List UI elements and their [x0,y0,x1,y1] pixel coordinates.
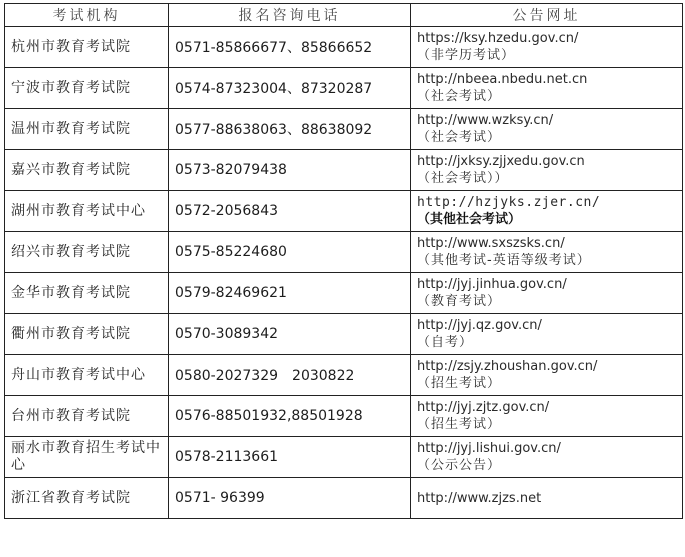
site-note: （教育考试） [417,294,502,309]
site-cell [411,68,683,109]
site-cell [411,232,683,273]
phone-number: 0580-2027329 2030822 [169,355,411,396]
site-note: （自考） [417,335,474,350]
table-row [5,478,683,519]
site-url[interactable]: http://nbeea.nbedu.net.cn [417,72,588,87]
org-name: 丽水市教育招生考试中心 [5,437,169,478]
org-name: 金华市教育考试院 [5,273,169,314]
site-cell [411,109,683,150]
table-row [5,273,683,314]
table-row [5,68,683,109]
org-name: 台州市教育考试院 [5,396,169,437]
phone-number: 0571-85866677、85866652 [169,27,411,68]
phone-number: 0575-85224680 [169,232,411,273]
site-note: （招生考试） [417,376,502,391]
phone-number: 0571- 96399 [169,478,411,519]
table-row [5,355,683,396]
site-url[interactable]: http://www.sxszsks.cn/ [417,236,565,251]
site-url[interactable]: http://jyj.zjtz.gov.cn/ [417,400,550,415]
org-name: 嘉兴市教育考试院 [5,150,169,191]
site-cell [411,478,683,519]
org-name: 舟山市教育考试中心 [5,355,169,396]
phone-number: 0574-87323004、87320287 [169,68,411,109]
table-row [5,232,683,273]
site-cell [411,191,683,232]
phone-number: 0573-82079438 [169,150,411,191]
phone-number: 0576-88501932,88501928 [169,396,411,437]
site-note: （社会考试） [417,130,502,145]
site-url[interactable]: http://www.wzksy.cn/ [417,113,554,128]
site-url[interactable]: https://ksy.hzedu.gov.cn/ [417,31,579,46]
phone-number: 0577-88638063、88638092 [169,109,411,150]
site-cell [411,27,683,68]
table-row [5,396,683,437]
site-note: （招生考试） [417,417,502,432]
org-name: 杭州市教育考试院 [5,27,169,68]
phone-number: 0572-2056843 [169,191,411,232]
site-cell [411,437,683,478]
org-name: 温州市教育考试院 [5,109,169,150]
header-phone: 报名咨询电话 [169,4,411,27]
phone-number: 0579-82469621 [169,273,411,314]
site-url[interactable]: http://jxksy.zjjxedu.gov.cn [417,154,585,169]
site-cell [411,150,683,191]
site-cell [411,314,683,355]
table-row [5,27,683,68]
table-row [5,150,683,191]
site-url[interactable]: http://hzjyks.zjer.cn/ [417,195,601,210]
org-name: 衢州市教育考试院 [5,314,169,355]
site-url[interactable]: http://jyj.lishui.gov.cn/ [417,441,561,456]
table-row [5,109,683,150]
exam-institution-table [4,3,683,519]
org-name: 湖州市教育考试中心 [5,191,169,232]
table-header-row [5,4,683,27]
phone-number: 0578-2113661 [169,437,411,478]
site-note: （公示公告） [417,458,502,473]
site-url[interactable]: http://zsjy.zhoushan.gov.cn/ [417,359,598,374]
site-note: （其他社会考试） [417,212,522,227]
site-cell [411,355,683,396]
header-org: 考试机构 [5,4,169,27]
phone-number: 0570-3089342 [169,314,411,355]
site-note: （社会考试）） [417,171,509,186]
org-name: 浙江省教育考试院 [5,478,169,519]
org-name: 宁波市教育考试院 [5,68,169,109]
site-note: （非学历考试） [417,48,516,63]
site-note: （社会考试） [417,89,502,104]
site-cell [411,273,683,314]
site-note: （其他考试-英语等级考试） [417,253,591,268]
site-url[interactable]: http://www.zjzs.net [417,490,542,506]
table-row [5,191,683,232]
table-row [5,437,683,478]
site-url[interactable]: http://jyj.jinhua.gov.cn/ [417,277,567,292]
table-row [5,314,683,355]
header-site: 公告网址 [411,4,683,27]
site-url[interactable]: http://jyj.qz.gov.cn/ [417,318,542,333]
org-name: 绍兴市教育考试院 [5,232,169,273]
site-cell [411,396,683,437]
